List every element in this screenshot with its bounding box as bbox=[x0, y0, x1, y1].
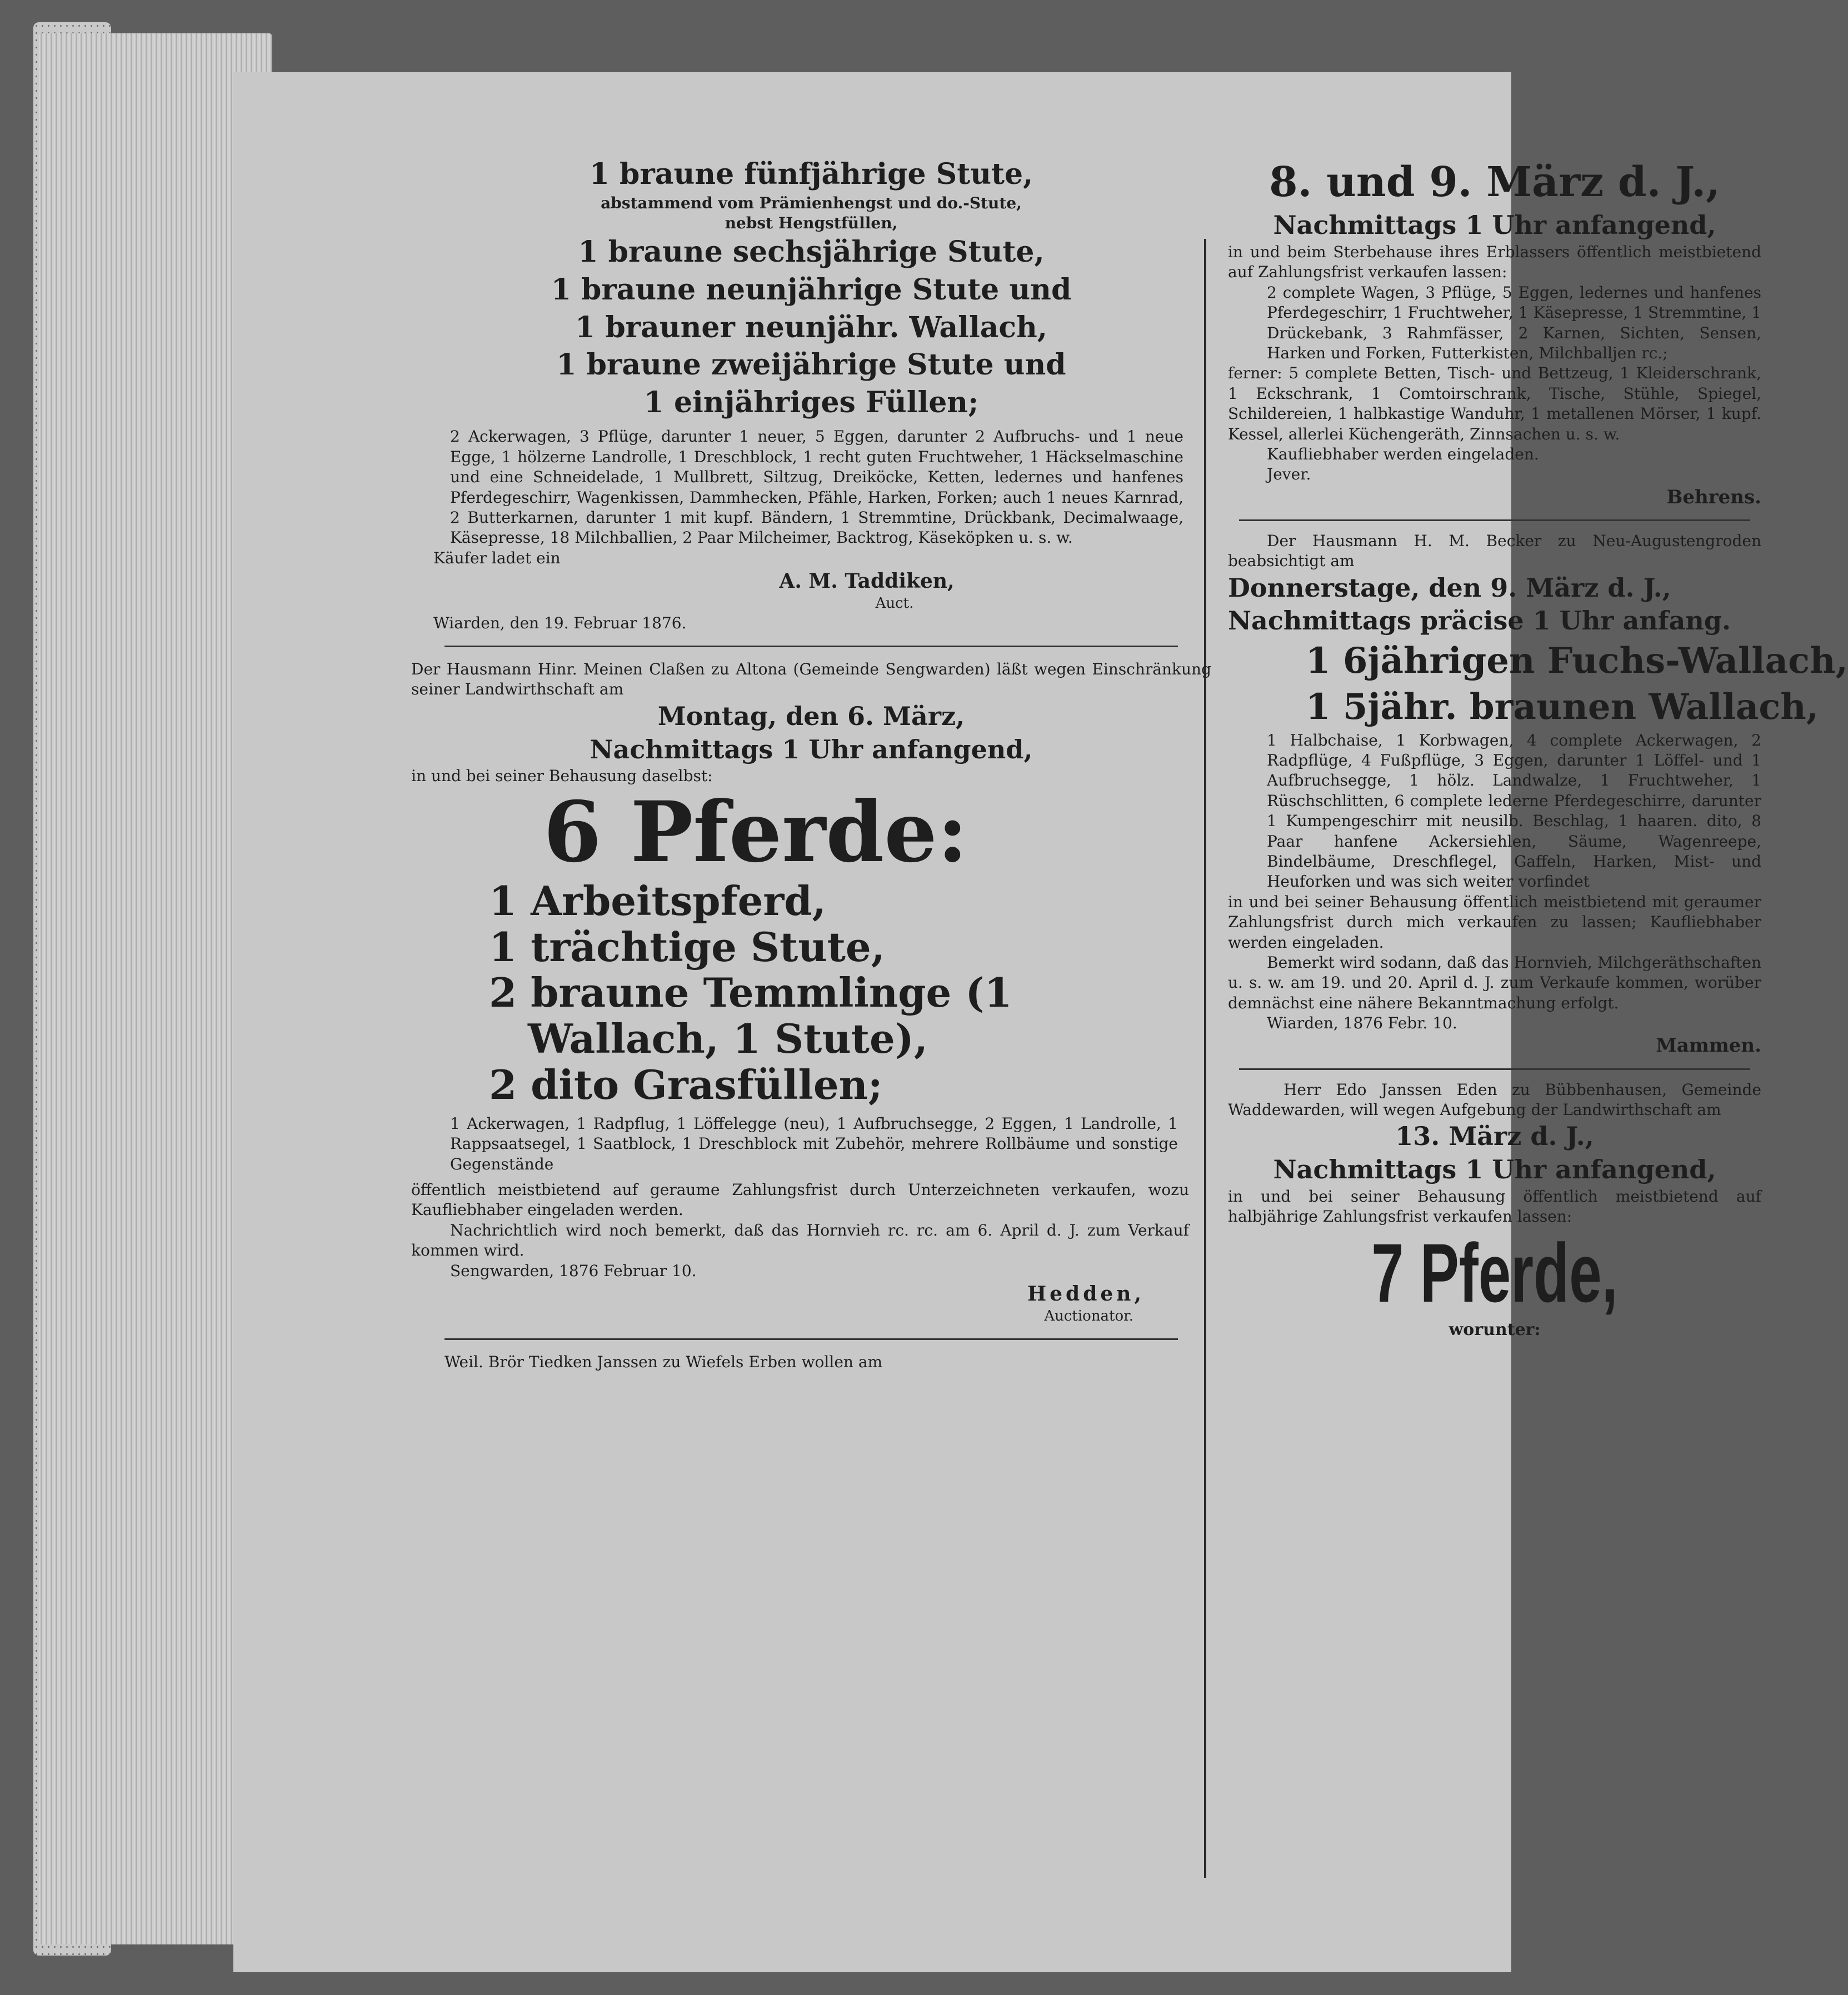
note: Nachrichtlich wird noch bemerkt, daß das Hornvieh rc. rc. am 6. April d. J. zum Verkauf kommen wird. bbox=[411, 1221, 1189, 1260]
ad-horses-taddiken bbox=[411, 156, 1211, 633]
place: in und bei seiner Behausung daselbst: bbox=[411, 767, 713, 786]
horse-line: 2 dito Grasfüllen; bbox=[489, 1061, 883, 1109]
subheading: abstammend vom Prämienhengst und do.-Stute, bbox=[601, 193, 1022, 212]
heading: 1 braune sechsjährige Stute, bbox=[578, 235, 1045, 269]
signature-role: Auct. bbox=[875, 594, 914, 612]
place: in und beim Sterbehause ihres Erblassers öffentlich meistbietend auf Zahlungsfrist verkaufen lassen: bbox=[1228, 242, 1761, 282]
dateline: Sengwarden, 1876 Februar 10. bbox=[450, 1261, 697, 1280]
left-column bbox=[411, 156, 1211, 1372]
intro: Herr Edo Janssen Eden zu Bübbenhausen, Gemeinde Waddewarden, will wegen Aufgebung der Landwirthschaft am bbox=[1228, 1080, 1761, 1119]
date-heading: Montag, den 6. März, bbox=[657, 701, 965, 731]
terms: öffentlich meistbietend auf geraume Zahlungsfrist durch Unterzeichneten verkaufen, wozu Kaufliebhaber eingeladen werden. bbox=[411, 1180, 1189, 1219]
big-heading: 7 Pferde, bbox=[1371, 1226, 1618, 1319]
signature: Hedden, bbox=[1027, 1282, 1145, 1306]
subheading: nebst Hengstfüllen, bbox=[725, 213, 898, 232]
dateline: Wiarden, den 19. Februar 1876. bbox=[433, 613, 687, 632]
note: Bemerkt wird sodann, daß das Hornvieh, Milchgeräthschaften u. s. w. am 19. und 20. April d. J. zum Verkaufe kommen, worüber demnächst eine nähere Bekanntmachung erfolgt. bbox=[1228, 953, 1761, 1012]
place-line: Jever. bbox=[1267, 465, 1311, 484]
date-heading: 13. März d. J., bbox=[1395, 1121, 1594, 1152]
horse-line: 1 5jähr. braunen Wallach, bbox=[1306, 686, 1819, 728]
signature-role: Auctionator. bbox=[1044, 1307, 1133, 1324]
signature: Behrens. bbox=[1666, 486, 1761, 508]
intro: Der Hausmann H. M. Becker zu Neu-Augustengroden beabsichtigt am bbox=[1228, 531, 1761, 571]
ad-horses-becker bbox=[1228, 531, 1848, 1058]
terms: in und bei seiner Behausung öffentlich meistbietend mit geraumer Zahlungsfrist durch mich verkaufen zu lassen; Kaufliebhaber werden eingeladen. bbox=[1228, 892, 1761, 952]
signature: A. M. Taddiken, bbox=[779, 569, 955, 593]
item-list: 2 complete Wagen, 3 Pflüge, 5 Eggen, ledernes und hanfenes Pferdegeschirr, 1 Fruchtweher, 1 Käsepresse, 1 Stremmtine, 1 Drückebank, 3 Rahmfässer, 2 Karnen, Sichten, Sensen, Harken und Forken, Futterkisten, Milchballjen rc.; bbox=[1267, 283, 1761, 362]
horse-line: 1 6jährigen Fuchs-Wallach, bbox=[1306, 640, 1848, 682]
heading: 1 braune zweijährige Stute und bbox=[556, 348, 1066, 382]
item-list: 1 Halbchaise, 1 Korbwagen, 4 complete Ackerwagen, 2 Radpflüge, 4 Fußpflüge, 3 Eggen, darunter 1 Löffel- und 1 Aufbruchsegge, 1 hölz. Landwalze, 1 Fruchtweher, 1 Rüschschlitten, 6 complete lederne Pferdegeschirre, darunter 1 Kumpengeschirr mit neusilb. Beschlag, 1 haaren. dito, 8 Paar hanfene Ackersiehlen, Säume, Wagenreepe, Bindelbäume, Dreschflegel, Gaffeln, Harken, Mist- und Heuforken und was sich weiter vorfindet bbox=[1267, 731, 1761, 891]
item-list: 1 Ackerwagen, 1 Radpflug, 1 Löffelegge (neu), 1 Aufbruchsegge, 2 Eggen, 1 Landrolle, 1 Rappsaatsegel, 1 Saatblock, 1 Dreschblock mit Zubehör, mehrere Rollbäume und sonstige Gegenstände bbox=[450, 1114, 1178, 1173]
time-heading: Nachmittags 1 Uhr anfangend, bbox=[1273, 1154, 1716, 1185]
horse-line: 1 trächtige Stute, bbox=[489, 923, 885, 971]
newspaper-page bbox=[233, 72, 1848, 1972]
ad-horses-eden bbox=[1228, 1080, 1761, 1341]
horse-line: 2 braune Temmlinge (1 bbox=[489, 969, 1012, 1017]
heading: 1 brauner neunjähr. Wallach, bbox=[575, 310, 1047, 344]
divider bbox=[1239, 519, 1750, 521]
horse-line: Wallach, 1 Stute), bbox=[528, 1015, 928, 1063]
time-heading: Nachmittags 1 Uhr anfangend, bbox=[1273, 210, 1716, 241]
time-heading: Nachmittags 1 Uhr anfangend, bbox=[590, 734, 1033, 764]
intro: Weil. Brör Tiedken Janssen zu Wiefels Erben wollen am bbox=[444, 1352, 883, 1371]
invitation: Kaufliebhaber werden eingeladen. bbox=[1267, 444, 1539, 463]
subheading: worunter: bbox=[1449, 1319, 1541, 1339]
ad-horses-hedden bbox=[411, 659, 1211, 1326]
right-column bbox=[1228, 156, 1848, 1341]
dateline: Wiarden, 1876 Febr. 10. bbox=[1267, 1014, 1457, 1033]
intro: Der Hausmann Hinr. Meinen Claßen zu Altona (Gemeinde Sengwarden) läßt wegen Einschränkung seiner Landwirthschaft am bbox=[411, 660, 1211, 699]
big-heading: 6 Pferde: bbox=[543, 783, 968, 881]
ad-estate-behrens bbox=[1228, 156, 1761, 509]
item-list: ferner: 5 complete Betten, Tisch- und Bettzeug, 1 Kleiderschrank, 1 Eckschrank, 1 Comtoirschrank, Tische, Stühle, Spiegel, Schildereien, 1 halbkastige Wanduhr, 1 metallenen Mörser, 1 kupf. Kessel, allerlei Küchengeräth, Zinnsachen u. s. w. bbox=[1228, 364, 1761, 443]
date-heading: 8. und 9. März d. J., bbox=[1269, 158, 1720, 206]
heading: 1 einjähriges Füllen; bbox=[643, 385, 979, 419]
invitation: Käufer ladet ein bbox=[433, 548, 561, 567]
time-heading: Nachmittags präcise 1 Uhr anfang. bbox=[1228, 606, 1731, 636]
divider bbox=[444, 646, 1178, 647]
item-list: 2 Ackerwagen, 3 Pflüge, darunter 1 neuer, 5 Eggen, darunter 2 Aufbruchs- und 1 neue Egge, 1 hölzerne Landrolle, 1 Dreschblock, 1 recht guten Fruchtweher, 1 Häckselmaschine und eine Schneidelade, 1 Mullbrett, Siltzug, Dreiköcke, Ketten, ledernes und hanfenes Pferdegeschirr, Wagenkissen, Dammhecken, Pfähle, Harken, Forken; auch 1 neues Karnrad, 2 Butterkarnen, darunter 1 mit kupf. Bändern, 1 Stremmtine, Drückbank, Decimalwaage, Käsepresse, 18 Milchballien, 2 Paar Milcheimer, Backtrog, Käseköpken u. s. w. bbox=[450, 427, 1183, 547]
heading: 1 braune neunjährige Stute und bbox=[551, 272, 1072, 307]
date-heading: Donnerstage, den 9. März d. J., bbox=[1228, 572, 1671, 603]
place: in und bei seiner Behausung öffentlich meistbietend auf halbjährige Zahlungsfrist verkaufen lassen: bbox=[1228, 1187, 1761, 1226]
divider bbox=[1239, 1068, 1750, 1070]
heading: 1 braune fünfjährige Stute, bbox=[589, 157, 1033, 191]
signature: Mammen. bbox=[1656, 1034, 1761, 1057]
horse-line: 1 Arbeitspferd, bbox=[489, 877, 826, 924]
divider bbox=[444, 1338, 1178, 1340]
